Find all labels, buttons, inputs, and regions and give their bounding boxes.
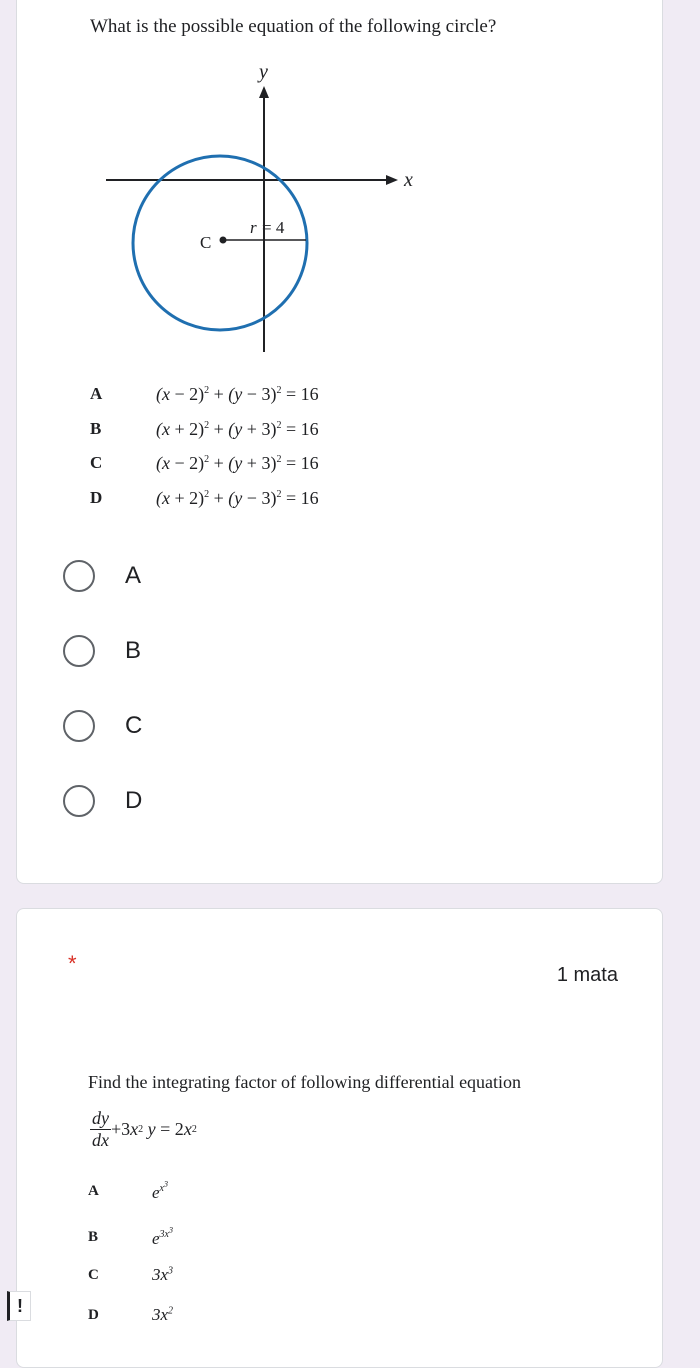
radio-option-a[interactable]: [63, 558, 141, 594]
radio-circle[interactable]: [63, 560, 95, 592]
choice-letter: D: [90, 488, 103, 507]
radio-label[interactable]: A: [125, 562, 142, 589]
radio-label[interactable]: C: [125, 712, 143, 739]
radius-label-value: = 4: [262, 218, 285, 237]
y-axis-label: y: [259, 61, 268, 83]
q2-choice-a: [88, 1180, 168, 1203]
radio-label[interactable]: B: [125, 637, 142, 664]
choice-letter: D: [88, 1306, 99, 1323]
choice-row-c: [90, 451, 319, 475]
q2-choice-c: [88, 1265, 173, 1285]
choice-expression: $3x^3$: [152, 1265, 174, 1284]
feedback-button[interactable]: !: [7, 1291, 31, 1321]
circle: [133, 156, 307, 330]
choice-equation: $(x + 2)^2 + (y + 3)^2 = 16$: [156, 418, 319, 439]
choice-letter: A: [88, 1182, 99, 1199]
choice-letter: A: [90, 384, 103, 403]
eq-term: +3: [111, 1119, 131, 1139]
radio-circle[interactable]: [63, 785, 95, 817]
points-label: 1 mata: [556, 964, 618, 986]
radio-circle[interactable]: [63, 635, 95, 667]
derivative-fraction: $\frac{dy}{dx}$: [92, 1108, 109, 1150]
differential-equation: $\frac{dy}{dx}$ +3 x 2 y = 2 x 2: [92, 1108, 197, 1150]
radio-circle[interactable]: [63, 710, 95, 742]
q2-choice-d: [88, 1305, 173, 1325]
choice-letter: C: [88, 1266, 99, 1283]
choice-expression: $3x^2$: [152, 1305, 174, 1324]
question-1-text: What is the possible equation of the following circle?: [90, 16, 497, 37]
radio-option-b[interactable]: [63, 633, 141, 669]
radius-label-r: r: [250, 218, 257, 237]
center-point: [220, 237, 227, 244]
circle-figure: [100, 58, 430, 358]
choice-expression: $e^{x^3}$: [152, 1180, 168, 1202]
choice-expression: $e^{3x^3}$: [152, 1226, 173, 1248]
choice-letter: B: [88, 1228, 99, 1245]
x-axis-label: x: [404, 169, 413, 191]
y-axis-arrow: [259, 86, 269, 98]
radio-label[interactable]: D: [125, 787, 143, 814]
q2-choice-b: [88, 1226, 173, 1249]
choice-equation: $(x - 2)^2 + (y + 3)^2 = 16$: [156, 452, 319, 473]
center-label: C: [200, 233, 212, 252]
choice-equation: $(x + 2)^2 + (y - 3)^2 = 16$: [156, 487, 319, 508]
choice-row-a: [90, 382, 319, 406]
choice-row-d: [90, 486, 319, 510]
choice-equation: $(x - 2)^2 + (y - 3)^2 = 16$: [156, 383, 319, 404]
choice-row-b: [90, 417, 319, 441]
choice-letter: B: [90, 419, 102, 438]
required-mark: *: [68, 951, 77, 976]
choice-letter: C: [90, 453, 103, 472]
radio-option-c[interactable]: [63, 708, 142, 744]
radio-option-d[interactable]: [63, 783, 142, 819]
question-2-text: Find the integrating factor of following differential equation: [88, 1072, 522, 1092]
x-axis-arrow: [386, 175, 398, 185]
